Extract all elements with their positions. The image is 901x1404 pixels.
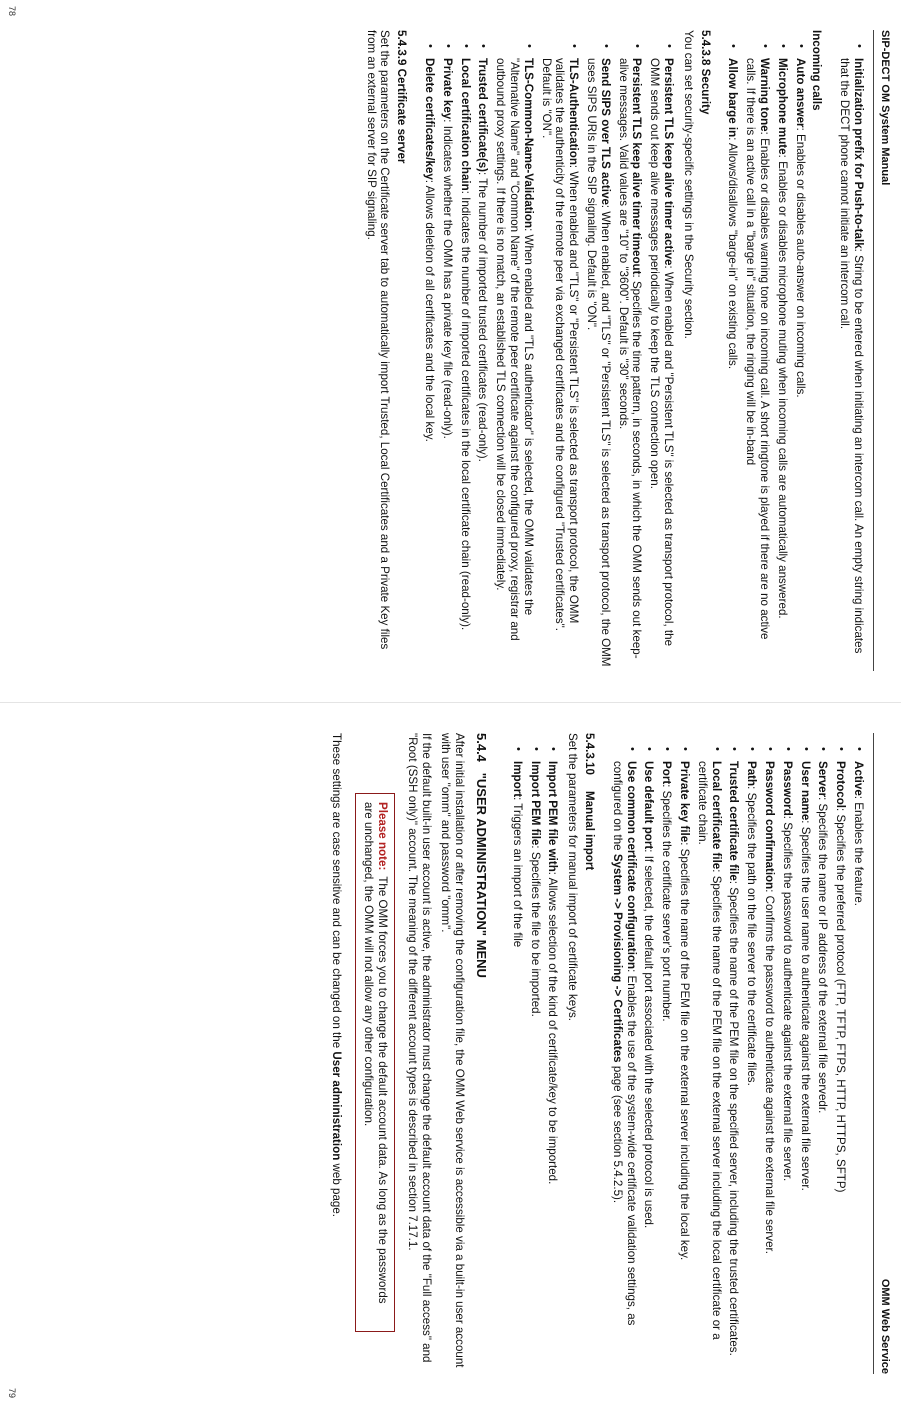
list-item: • Initialization prefix for Push-to-talk: String to be entered when initiating an intercom call. An empty string indicates that the DECT phone cannot initiate an intercom call. (837, 30, 865, 667)
list-item: • Local certification chain: Indicates the number of imported certificates in the local certificate chain (read-only). (458, 30, 472, 667)
list-item: • Server: Specifies the name or IP address of the external file servedr. (816, 733, 830, 1370)
manual-import-list (510, 733, 559, 1370)
section-heading-user-administration: 5.4.4 "USER ADMINISTRATION" MENU (474, 733, 490, 978)
section-heading-certificate-server: 5.4.3.9 Certificate server (395, 30, 409, 164)
user-admin-paragraph-1: After initial installation or after removing the configuration file, the OMM Web service is accessible via a built-in user account with user "omm" and password "omm". (439, 733, 467, 1368)
note-label: Please note: (376, 802, 390, 871)
certificate-server-intro: Set the parameters on the Certificate server tab to automatically import Trusted, Local Certificates and a Private Key files from an external server for SIP signaling. (364, 30, 392, 650)
list-item: • Allow barge in: Allows/disallows "barge-in" on existing calls. (726, 30, 740, 667)
list-item: • Local certificate file: Specifies the name of the PEM file on the external server including the local certificate or a certificate chain. (695, 733, 723, 1370)
user-admin-paragraph-2: If the default built-in user account is active, the administrator must change the default account data of the "Full access" and "Root (SSH only)" account. The meaning of the different account types is described in section 7.17.1. (405, 733, 433, 1363)
page-header: OMM Web Service (873, 733, 891, 1374)
closing-paragraph: These settings are case sensitive and can be changed on the User administration web page. (330, 733, 344, 1218)
page-79 (0, 702, 901, 1404)
list-item: • Trusted certificate(s): The number of imported trusted certificates (read-only). (476, 30, 490, 667)
list-item: • Use default port: If selected, the default port associated with the selected protocol is used. (642, 733, 656, 1370)
list-item: • Password confirmation: Confirms the password to authenticate against the external file server. (762, 733, 776, 1370)
section-heading-manual-import: 5.4.3.10 Manual import (583, 733, 597, 871)
list-item: • Auto answer: Enables or disables auto-answer on incoming calls. (793, 30, 807, 667)
provisioning-link: System -> Provisioning -> Certificates (610, 853, 624, 1063)
page-78-content (358, 30, 865, 667)
incoming-calls-list (726, 30, 807, 667)
list-item: • Import: Triggers an import of the file (510, 733, 524, 1370)
list-item: • TLS-Authentication: When enabled and "TLS" or "Persistent TLS" is selected as transport protocol, the OMM validates the authenticity of the remote peer via exchanged certificates and the configured "Trusted certificates". Default is "ON". (539, 30, 580, 667)
page-78 (0, 0, 901, 701)
list-item: • User name: Specifies the user name to authenticate against the external file server. (798, 733, 812, 1370)
page-header: SIP-DECT OM System Manual (873, 30, 891, 671)
list-item: • Warning tone: Enables or disables warning tone on incoming call. A short ringtone is played if there are no active calls. If there is an active call in a "barge in" situation, the ringing will be in-band (743, 30, 771, 667)
list-item: • Import PEM file with: Allows selection of the kind of certificate/key to be imported. (546, 733, 560, 1370)
list-item: • Persistent TLS keep alive timer active: When enabled and "Persistent TLS" is selected as transport protocol, the OMM sends out keep alive messages periodically to keep the TLS connection open. (647, 30, 675, 667)
section-heading-incoming-calls: Incoming calls (810, 30, 824, 111)
certificate-server-list (610, 733, 865, 1370)
list-item: • Private key: Indicates whether the OMM has a private key file (read-only). (440, 30, 454, 667)
section-heading-security: 5.4.3.8 Security (698, 30, 712, 115)
please-note-box (355, 793, 395, 1332)
list-item: • Import PEM file: Specifies the file to be imported. (528, 733, 542, 1370)
list-item: • Send SIPS over TLS active: When enabled, and "TLS" or "Persistent TLS" is selected as transport protocol, the OMM uses SIPS URIs in the SIP signaling. Default is "ON". (584, 30, 612, 667)
list-item: • Path: Specifies the path on the file server to the certificate files. (744, 733, 758, 1370)
list-item: • Use common certificate configuration: Enables the use of the system-wide certificate validation settings, as configured on the System -> Provisioning -> Certificates page (see section 5.4.2.5). (610, 733, 638, 1370)
list-item: • Private key file: Specifies the name of the PEM file on the external server including the local key. (677, 733, 691, 1370)
note-text: The OMM forces you to change the default account data. As long as the passwords are unchanged, the OMM will not allow any other configuration. (362, 802, 390, 1304)
list-item: • Microphone mute: Enables or disables microphone muting when incoming calls are automatically answered. (775, 30, 789, 667)
list-item: • Delete certificates/key: Allows deletion of all certificates and the local key. (422, 30, 436, 667)
list-item: • Trusted certificate file: Specifies the name of the PEM file on the specified server, including the trusted certificates. (727, 733, 741, 1370)
manual-import-intro: Set the parameters for manual import of certificate keys. (566, 733, 580, 1022)
list-item: • Active: Enables the feature. (851, 733, 865, 1370)
security-intro: You can set security-specific settings in the Security section. (681, 30, 695, 339)
list-item: • Persistent TLS keep alive timer timeout: Specifies the time pattern, in seconds, in which the OMM sends out keep-alive messages. Valid values are "10" to "3600". Default is "30" seconds. (616, 30, 644, 667)
list-item: • Port: Specifies the certificate server's port number. (659, 733, 673, 1370)
user-administration-link: User administration (330, 1051, 344, 1161)
page-number: 78 (7, 6, 17, 17)
page-number: 79 (7, 1387, 17, 1398)
intro-list (837, 30, 865, 667)
list-item: • Password: Specifies the password to authenticate against the external file server. (780, 733, 794, 1370)
security-list (422, 30, 675, 667)
list-item: • TLS-Common-Name-Validation: When enabled and "TLS authenticator" is selected, the OMM validates the "Alternative Name" and "Common Name" of the remote peer certificate against the configured proxy, registrar and outbound proxy settings. If there is no match, an established TLS connection will be closed immediately. (493, 30, 534, 667)
page-79-content (324, 733, 865, 1370)
list-item: • Protocol: Specifies the preferred protocol (FTP, TFTP, FTPS, HTTP, HTTPS, SFTP) (833, 733, 847, 1370)
